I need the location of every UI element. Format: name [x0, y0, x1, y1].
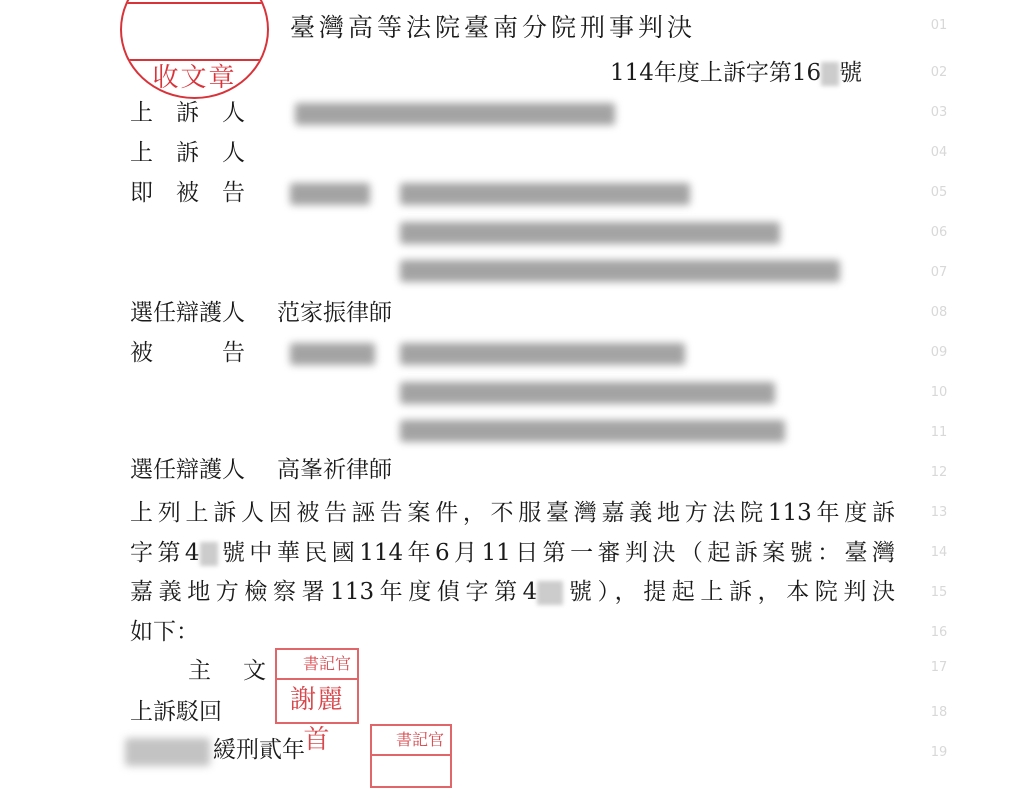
line-number: 16: [930, 625, 948, 640]
redacted-digits: [537, 581, 563, 605]
counsel-name: 高峯祈律師: [277, 457, 392, 483]
counsel-name: 范家振律師: [277, 300, 392, 326]
verdict-line-2: 緩刑貳年: [213, 737, 305, 763]
line-number: 07: [930, 265, 948, 280]
line-number: 18: [930, 705, 948, 720]
defense-counsel-2: [130, 455, 392, 485]
line-number: 17: [930, 660, 948, 675]
line-number: 19: [930, 745, 948, 760]
main-heading-a: 主: [188, 658, 211, 684]
clerk-stamp-title: 書記官: [277, 650, 357, 680]
case-number-prefix: 114年度上訴字第16: [610, 60, 822, 86]
party-role: 選任辯護人: [130, 300, 245, 326]
party-role-appellant-2: 上 訴 人: [130, 140, 245, 166]
document-title: 臺灣高等法院臺南分院刑事判決: [290, 13, 697, 42]
clerk-stamp-title: 書記官: [372, 726, 450, 756]
redacted-address: [400, 343, 685, 365]
defense-counsel-1: [130, 298, 392, 328]
body-line-2: [130, 538, 895, 568]
line-number: 08: [930, 305, 948, 320]
redacted-name: [295, 103, 615, 125]
text: 字第4: [130, 540, 200, 566]
redacted-address: [400, 420, 785, 442]
redacted-name: [125, 738, 210, 766]
redacted-name: [290, 343, 375, 365]
case-number: [610, 58, 862, 88]
party-role-defendant-2: 被 告: [130, 340, 245, 366]
line-number: 03: [930, 105, 948, 120]
line-number: 10: [930, 385, 948, 400]
line-number: 04: [930, 145, 948, 160]
party-role-defendant-1: 即 被 告: [130, 180, 245, 206]
line-number: 06: [930, 225, 948, 240]
clerk-stamp-2: [370, 724, 452, 788]
redacted-address: [400, 260, 840, 282]
line-number: 01: [930, 18, 948, 33]
line-number: 13: [930, 505, 948, 520]
verdict-line-1: 上訴駁回: [130, 699, 222, 725]
receipt-stamp: [120, 0, 269, 99]
receipt-stamp-text: 收文章: [152, 63, 237, 93]
main-heading-b: 文: [243, 658, 266, 684]
redacted-digits: [821, 62, 839, 86]
redacted-digits: [200, 542, 218, 566]
redacted-name: [290, 183, 370, 205]
party-role-appellant-1: 上 訴 人: [130, 100, 245, 126]
line-number: 05: [930, 185, 948, 200]
line-number: 14: [930, 545, 948, 560]
text: 號），提起上訴，本院判決: [563, 579, 895, 605]
party-role: 選任辯護人: [130, 457, 245, 483]
body-line-1: 上列上訴人因被告誣告案件，不服臺灣嘉義地方法院113年度訴: [130, 500, 895, 526]
line-number: 15: [930, 585, 948, 600]
redacted-address: [400, 382, 775, 404]
clerk-stamp-name: 謝麗首: [289, 685, 344, 755]
line-number: 12: [930, 465, 948, 480]
redacted-address: [400, 222, 780, 244]
body-line-3: [130, 577, 895, 607]
body-line-4: 如下：: [130, 619, 199, 645]
line-number: 09: [930, 345, 948, 360]
redacted-address: [400, 183, 690, 205]
line-number: 11: [930, 425, 948, 440]
clerk-stamp-1: [275, 648, 359, 755]
text: 號中華民國114年6月11日第一審判決（起訴案號：臺灣: [217, 540, 895, 566]
line-number: 02: [930, 65, 948, 80]
text: 嘉義地方檢察署113年度偵字第4: [130, 579, 538, 605]
case-number-suffix: 號: [839, 60, 863, 86]
